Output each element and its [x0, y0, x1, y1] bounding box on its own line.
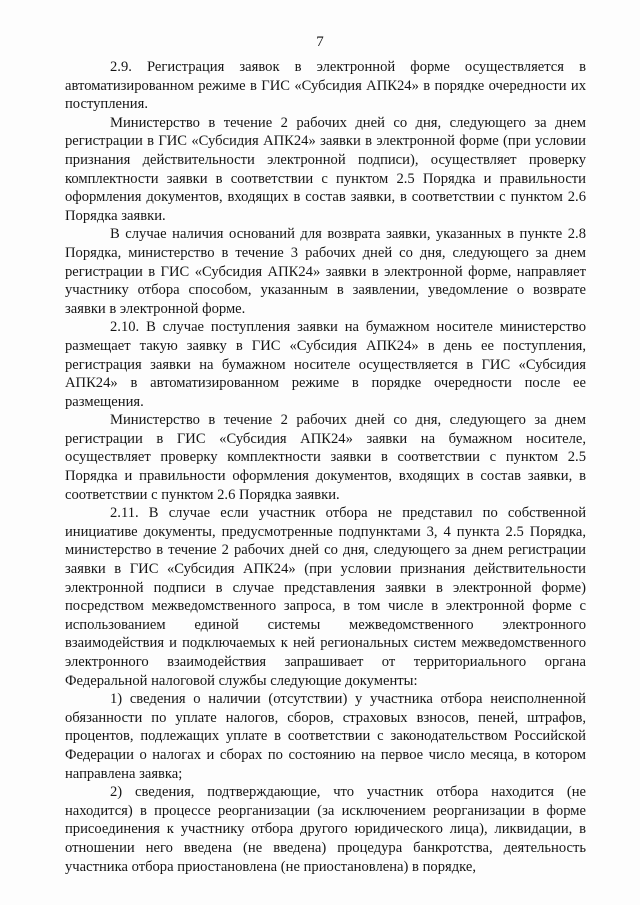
paragraph-return-notice: В случае наличия оснований для возврата заявки, указанных в пункте 2.8 Порядка, министерство в течение 3 рабочих дней со дня, следующего за днем регистрации в ГИС «Субсидия АПК24» заявки в электронной форме, направляет участнику отбора способом, указанным в заявлении, уведомление о возврате заявки в электронной форме. — [65, 226, 586, 317]
paragraph-2-9: 2.9. Регистрация заявок в электронной форме осуществляется в автоматизированном режиме в ГИС «Субсидия АПК24» в порядке очередности их поступления. — [65, 59, 586, 113]
page-number: 7 — [316, 34, 324, 50]
list-item-1: 1) сведения о наличии (отсутствии) у участника отбора неисполненной обязанности по уплате налогов, сборов, страховых взносов, пеней, штрафов, процентов, подлежащих уплате в соответствии с законодательством Российской Федерации о налогах и сборах по состоянию на первое число месяца, в котором направлена заявка; — [65, 691, 586, 782]
document-body — [65, 58, 586, 876]
paragraph-2-11: 2.11. В случае если участник отбора не представил по собственной инициативе документы, предусмотренные подпунктами 3, 4 пункта 2.5 Порядка, министерство в течение 2 рабочих дней со дня, следующего за днем регистрации заявки в ГИС «Субсидия АПК24» (при условии признания действительности электронной подписи в случае представления заявки в электронной форме) посредством межведомственного запроса, в том числе в электронной форме с использованием единой системы межведомственного электронного взаимодействия и подключаемых к ней региональных систем межведомственного электронного взаимодействия запрашивает от территориального органа Федеральной налоговой службы следующие документы: — [65, 505, 586, 689]
paragraph-2-10: 2.10. В случае поступления заявки на бумажном носителе министерство размещает такую заявку в ГИС «Субсидия АПК24» в день ее поступления, регистрация заявки на бумажном носителе осуществляется в ГИС «Субсидия АПК24» в автоматизированном режиме в порядке очередности после ее размещения. — [65, 319, 586, 410]
paragraph-ministry-check-electronic: Министерство в течение 2 рабочих дней со дня, следующего за днем регистрации в ГИС «Субсидия АПК24» заявки в электронной форме (при условии признания действительности электронной подписи), осуществляет проверку комплектности заявки в соответствии с пунктом 2.5 Порядка и правильности оформления документов, входящих в состав заявки, в соответствии с пунктом 2.6 Порядка заявки. — [65, 114, 586, 224]
list-item-2: 2) сведения, подтверждающие, что участник отбора находится (не находится) в процессе реорганизации (за исключением реорганизации в форме присоединения к участнику отбора другого юридического лица), ликвидации, в отношении него введена (не введена) процедура банкротства, деятельность участника отбора приостановлена (не приостановлена) в порядке, — [65, 784, 586, 875]
paragraph-ministry-check-paper: Министерство в течение 2 рабочих дней со дня, следующего за днем регистрации в ГИС «Субсидия АПК24» заявки на бумажном носителе, осуществляет проверку комплектности заявки в соответствии с пунктом 2.5 Порядка и правильности оформления документов, входящих в состав заявки, в соответствии с пунктом 2.6 Порядка заявки. — [65, 412, 586, 503]
